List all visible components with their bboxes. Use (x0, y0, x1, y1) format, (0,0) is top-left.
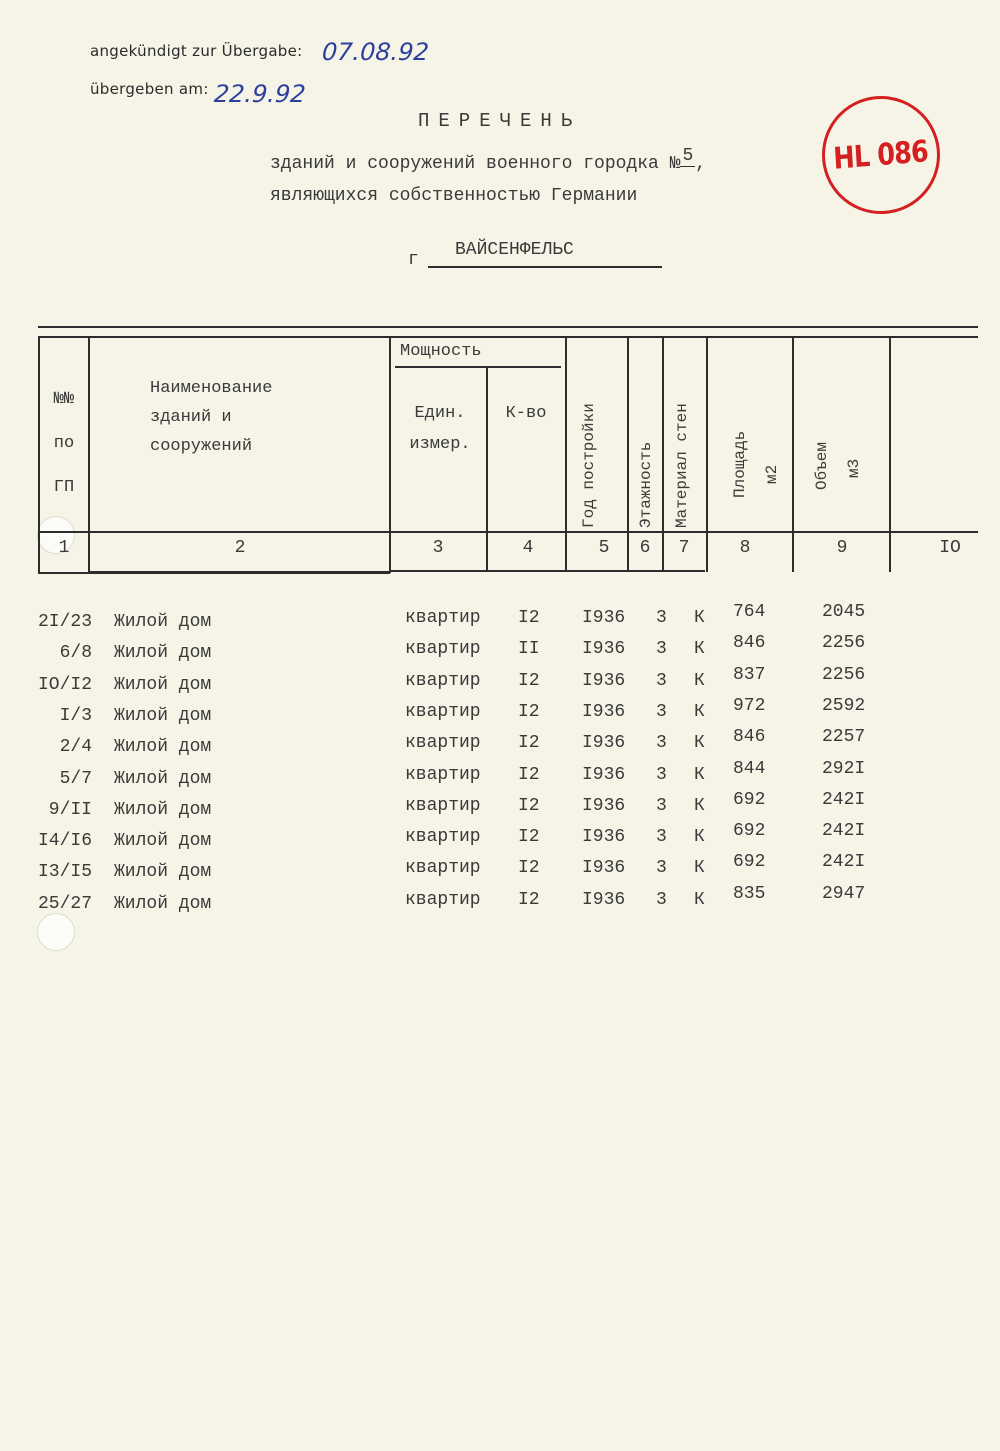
row-number: 9/II (48, 799, 92, 820)
row-name: Жилой дом (114, 831, 212, 852)
row-name: Жилой дом (114, 612, 212, 632)
row-year: I936 (582, 764, 626, 785)
row-unit: квартир (405, 889, 481, 910)
row-area: 837 (733, 664, 766, 685)
row-qty: I2 (518, 670, 540, 691)
col-number-7: 7 (678, 538, 690, 558)
col-number-5: 5 (598, 538, 610, 558)
row-floors: 3 (656, 795, 667, 816)
row-material: К (694, 670, 705, 691)
row-year: I936 (582, 639, 626, 660)
row-material: К (694, 701, 705, 722)
announced-date: 07.08.92 (321, 38, 430, 66)
row-area: 844 (733, 758, 766, 779)
document-title: ПЕРЕЧЕНЬ (418, 110, 582, 132)
row-unit: квартир (405, 733, 481, 754)
row-area: 846 (733, 633, 766, 654)
row-year: I936 (582, 608, 626, 628)
row-volume: 2592 (822, 695, 866, 716)
row-unit: квартир (405, 639, 481, 660)
city-underline (428, 266, 662, 268)
row-material: К (694, 608, 705, 628)
row-volume: 2947 (822, 883, 866, 904)
row-area: 846 (733, 727, 766, 748)
row-number: 5/7 (59, 768, 92, 789)
row-floors: 3 (656, 670, 667, 691)
row-volume: 242I (822, 789, 866, 810)
row-year: I936 (582, 701, 626, 722)
handed-date: 22.9.92 (213, 80, 307, 108)
row-unit: квартир (405, 795, 481, 816)
row-floors: 3 (656, 639, 667, 660)
row-year: I936 (582, 889, 626, 910)
punch-hole-bottom (37, 913, 75, 951)
row-floors: 3 (656, 764, 667, 785)
row-unit: квартир (405, 827, 481, 848)
row-area: 764 (733, 602, 766, 622)
row-number: 6/8 (59, 643, 92, 664)
row-name: Жилой дом (114, 674, 212, 695)
handed-label: übergeben am: (90, 80, 209, 98)
row-material: К (694, 858, 705, 879)
row-material: К (694, 827, 705, 848)
floors-header: Этажность (637, 441, 655, 528)
row-floors: 3 (656, 608, 667, 628)
row-area: 835 (733, 883, 766, 904)
row-qty: II (518, 639, 540, 660)
volume-header: Объем м3 (813, 441, 863, 490)
subtitle-comma: , (695, 154, 707, 174)
row-number: IO/I2 (37, 674, 92, 695)
row-number: 2/4 (59, 737, 92, 758)
row-unit: квартир (405, 670, 481, 691)
row-number: 2I/23 (37, 612, 92, 632)
row-material: К (694, 764, 705, 785)
row-qty: I2 (518, 764, 540, 785)
row-material: К (694, 639, 705, 660)
row-floors: 3 (656, 889, 667, 910)
row-year: I936 (582, 733, 626, 754)
row-qty: I2 (518, 827, 540, 848)
row-name: Жилой дом (114, 893, 212, 914)
announced-label: angekündigt zur Übergabe: (90, 42, 303, 60)
row-volume: 2256 (822, 633, 866, 654)
row-area: 692 (733, 852, 766, 873)
row-floors: 3 (656, 701, 667, 722)
row-volume: 242I (822, 852, 866, 873)
col-number-1: 1 (58, 538, 70, 558)
row-floors: 3 (656, 733, 667, 754)
row-volume: 2045 (822, 602, 866, 622)
col-number-4: 4 (522, 538, 534, 558)
col-number-2: 2 (234, 538, 246, 558)
row-year: I936 (582, 827, 626, 848)
row-floors: 3 (656, 827, 667, 848)
row-year: I936 (582, 795, 626, 816)
row-volume: 292I (822, 758, 866, 779)
col-number-9: 9 (836, 538, 848, 558)
unit-header: Един. измер. (409, 404, 471, 454)
row-unit: квартир (405, 701, 481, 722)
row-area: 972 (733, 695, 766, 716)
row-volume: 2256 (822, 664, 866, 685)
row-number: I/3 (59, 705, 92, 726)
col1-header: №№ по ГП (53, 390, 75, 497)
subtitle-line-2: являющихся собственностью Германии (270, 186, 638, 206)
row-volume: 2257 (822, 727, 866, 748)
row-name: Жилой дом (114, 768, 212, 789)
row-unit: квартир (405, 858, 481, 879)
city-name: ВАЙСЕНФЕЛЬС (455, 240, 574, 260)
col-number-3: 3 (432, 538, 444, 558)
row-qty: I2 (518, 733, 540, 754)
col-number-10: IO (939, 538, 961, 558)
seal-text: HL 086 (832, 133, 930, 177)
row-name: Жилой дом (114, 737, 212, 758)
registry-seal (822, 96, 940, 214)
row-material: К (694, 733, 705, 754)
col-number-6: 6 (639, 538, 651, 558)
garrison-number: 5 (682, 146, 694, 166)
row-number: I3/I5 (37, 862, 92, 883)
row-name: Жилой дом (114, 862, 212, 883)
row-floors: 3 (656, 858, 667, 879)
row-qty: I2 (518, 858, 540, 879)
row-qty: I2 (518, 608, 540, 628)
row-material: К (694, 795, 705, 816)
row-unit: квартир (405, 608, 481, 628)
row-year: I936 (582, 858, 626, 879)
col2-header: Наименование зданий и сооружений (150, 379, 273, 456)
material-header: Материал стен (673, 403, 691, 528)
city-prefix: г (408, 250, 419, 270)
row-qty: I2 (518, 889, 540, 910)
col-number-8: 8 (739, 538, 751, 558)
qty-header: К-во (505, 404, 547, 423)
row-name: Жилой дом (114, 799, 212, 820)
row-qty: I2 (518, 701, 540, 722)
row-name: Жилой дом (114, 643, 212, 664)
area-header: Площадь м2 (731, 430, 781, 498)
row-volume: 242I (822, 821, 866, 842)
row-number: I4/I6 (37, 831, 92, 852)
row-name: Жилой дом (114, 705, 212, 726)
row-unit: квартир (405, 764, 481, 785)
year-header: Год постройки (580, 403, 598, 528)
row-qty: I2 (518, 795, 540, 816)
row-year: I936 (582, 670, 626, 691)
row-number: 25/27 (37, 893, 92, 914)
subtitle-line-1 (270, 146, 707, 175)
subtitle-text: зданий и сооружений военного городка № (270, 154, 681, 174)
row-area: 692 (733, 821, 766, 842)
row-area: 692 (733, 789, 766, 810)
row-material: К (694, 889, 705, 910)
capacity-header: Мощность (400, 342, 482, 361)
